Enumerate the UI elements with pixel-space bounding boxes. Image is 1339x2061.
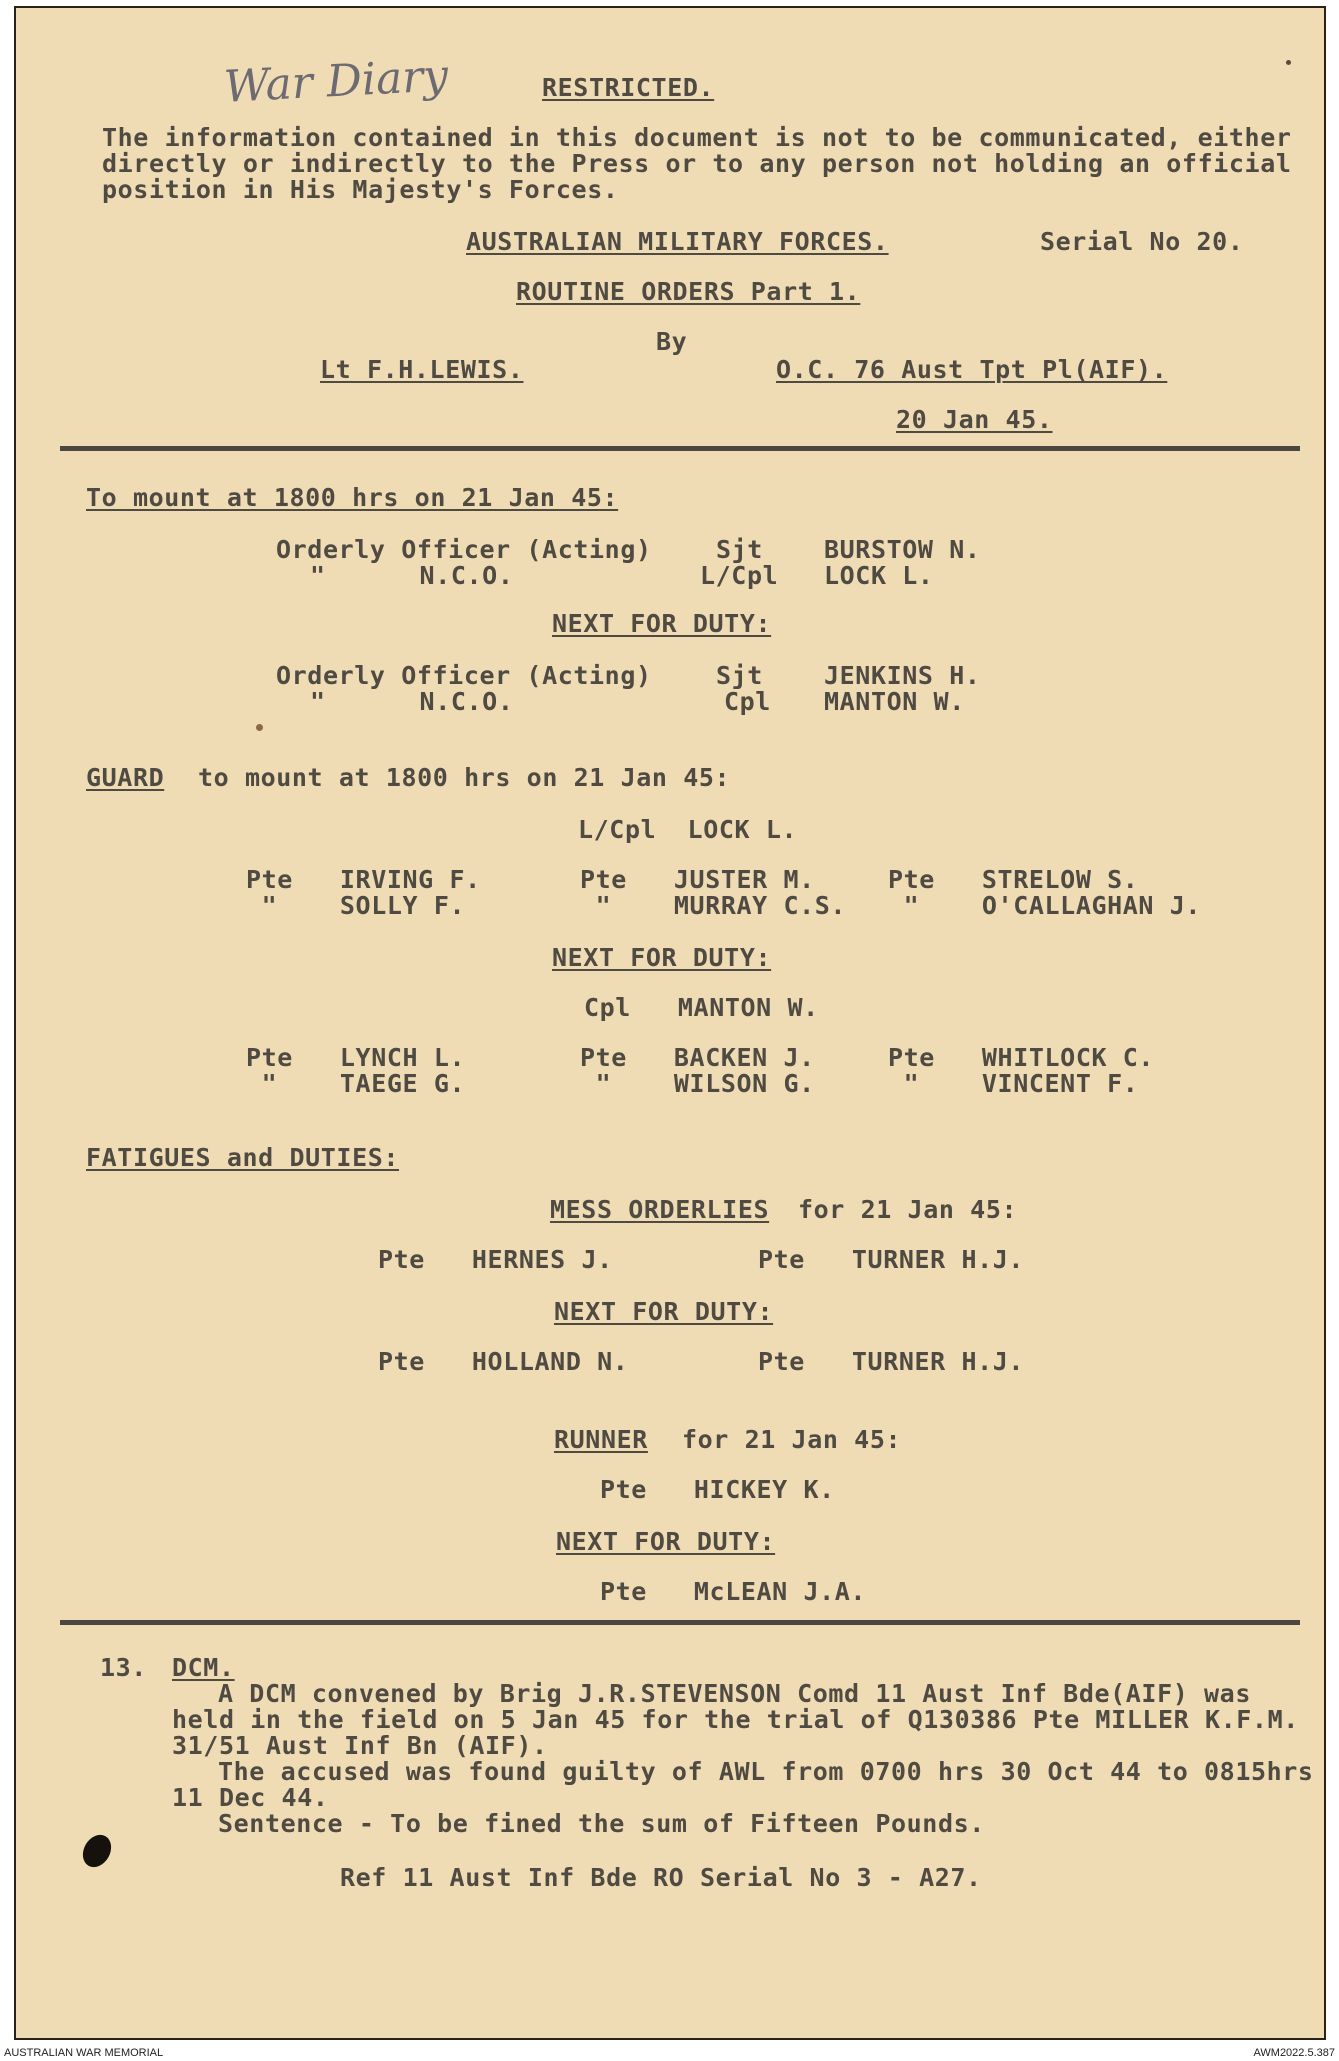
next-duty-name: JENKINS H. <box>824 661 981 690</box>
divider-top <box>60 446 1300 451</box>
runner-next-heading: NEXT FOR DUTY: <box>556 1527 776 1556</box>
paper-spot <box>256 724 263 731</box>
guard-next-member: " TAEGE G. <box>246 1069 466 1098</box>
dcm-line: held in the field on 5 Jan 45 for the trial of Q130386 Pte MILLER K.F.M. <box>172 1705 1299 1734</box>
guard-member: " MURRAY C.S. <box>580 891 847 920</box>
document-page <box>14 6 1326 2040</box>
runner-next-name: Pte McLEAN J.A. <box>600 1577 867 1606</box>
guard-next-member: Pte BACKEN J. <box>580 1043 815 1072</box>
duty-name: BURSTOW N. <box>824 535 981 564</box>
fatigues-heading: FATIGUES and DUTIES: <box>86 1143 400 1172</box>
notice-line-1: The information contained in this document is not to be communicated, either <box>102 123 1292 152</box>
guard-next-member: " VINCENT F. <box>888 1069 1139 1098</box>
duty-rank: Sjt <box>716 535 763 564</box>
guard-heading: to mount at 1800 hrs on 21 Jan 45: <box>198 763 731 792</box>
divider-bottom <box>60 1620 1300 1625</box>
dcm-line: A DCM convened by Brig J.R.STEVENSON Comd 11 Aust Inf Bde(AIF) was <box>218 1679 1251 1708</box>
runner-name: Pte HICKEY K. <box>600 1475 835 1504</box>
order-date: 20 Jan 45. <box>896 405 1053 434</box>
mess-next-orderly: Pte TURNER H.J. <box>758 1347 1025 1376</box>
mess-orderlies-date: for 21 Jan 45: <box>798 1195 1018 1224</box>
guard-member: " O'CALLAGHAN J. <box>888 891 1202 920</box>
item-number: 13. <box>100 1653 147 1682</box>
guard-member: Pte JUSTER M. <box>580 865 815 894</box>
guard-next-member: Pte LYNCH L. <box>246 1043 466 1072</box>
guard-label: GUARD <box>86 763 165 792</box>
guard-next-member: Pte WHITLOCK C. <box>888 1043 1155 1072</box>
dcm-reference: Ref 11 Aust Inf Bde RO Serial No 3 - A27. <box>340 1863 982 1892</box>
mount-heading: To mount at 1800 hrs on 21 Jan 45: <box>86 483 619 512</box>
dcm-title: DCM. <box>172 1653 235 1682</box>
duty-name: LOCK L. <box>824 561 934 590</box>
mess-orderly: Pte HERNES J. <box>378 1245 613 1274</box>
issuing-officer: Lt F.H.LEWIS. <box>320 355 524 384</box>
guard-commander: L/Cpl LOCK L. <box>578 815 798 844</box>
footer-source: AUSTRALIAN WAR MEMORIAL <box>4 2047 164 2059</box>
footer-accession: AWM2022.5.387 <box>1253 2047 1335 2059</box>
ink-blot <box>77 1830 117 1872</box>
next-duty-rank: Cpl <box>724 687 771 716</box>
next-duty-name: MANTON W. <box>824 687 965 716</box>
duty-rank: L/Cpl <box>700 561 779 590</box>
duty-role: Orderly Officer (Acting) <box>276 535 652 564</box>
serial-number: Serial No 20. <box>1040 227 1244 256</box>
next-duty-role: Orderly Officer (Acting) <box>276 661 652 690</box>
mess-next-orderly: Pte HOLLAND N. <box>378 1347 629 1376</box>
paper-spot <box>1286 60 1291 65</box>
notice-line-3: position in His Majesty's Forces. <box>102 175 619 204</box>
dcm-line: 31/51 Aust Inf Bn (AIF). <box>172 1731 548 1760</box>
guard-next-commander: Cpl MANTON W. <box>584 993 819 1022</box>
guard-next-heading: NEXT FOR DUTY: <box>552 943 772 972</box>
guard-next-member: " WILSON G. <box>580 1069 815 1098</box>
handwritten-annotation: War Diary <box>222 50 450 113</box>
runner-date: for 21 Jan 45: <box>682 1425 902 1454</box>
mess-orderly: Pte TURNER H.J. <box>758 1245 1025 1274</box>
duty-role: " N.C.O. <box>310 561 514 590</box>
unit-name: O.C. 76 Aust Tpt Pl(AIF). <box>776 355 1168 384</box>
mess-next-heading: NEXT FOR DUTY: <box>554 1297 774 1326</box>
next-duty-role: " N.C.O. <box>310 687 514 716</box>
guard-member: " SOLLY F. <box>246 891 466 920</box>
dcm-line: Sentence - To be fined the sum of Fifteen Pounds. <box>218 1809 985 1838</box>
next-duty-rank: Sjt <box>716 661 763 690</box>
dcm-line: The accused was found guilty of AWL from 0700 hrs 30 Oct 44 to 0815hrs <box>218 1757 1314 1786</box>
routine-orders-heading: ROUTINE ORDERS Part 1. <box>516 277 861 306</box>
restricted-heading: RESTRICTED. <box>542 73 715 102</box>
mess-orderlies-label: MESS ORDERLIES <box>550 1195 770 1224</box>
dcm-line: 11 Dec 44. <box>172 1783 329 1812</box>
runner-label: RUNNER <box>554 1425 648 1454</box>
next-for-duty-heading: NEXT FOR DUTY: <box>552 609 772 638</box>
forces-heading: AUSTRALIAN MILITARY FORCES. <box>466 227 889 256</box>
guard-member: Pte IRVING F. <box>246 865 481 894</box>
guard-member: Pte STRELOW S. <box>888 865 1139 894</box>
by-label: By <box>656 327 688 356</box>
notice-line-2: directly or indirectly to the Press or to any person not holding an official <box>102 149 1292 178</box>
